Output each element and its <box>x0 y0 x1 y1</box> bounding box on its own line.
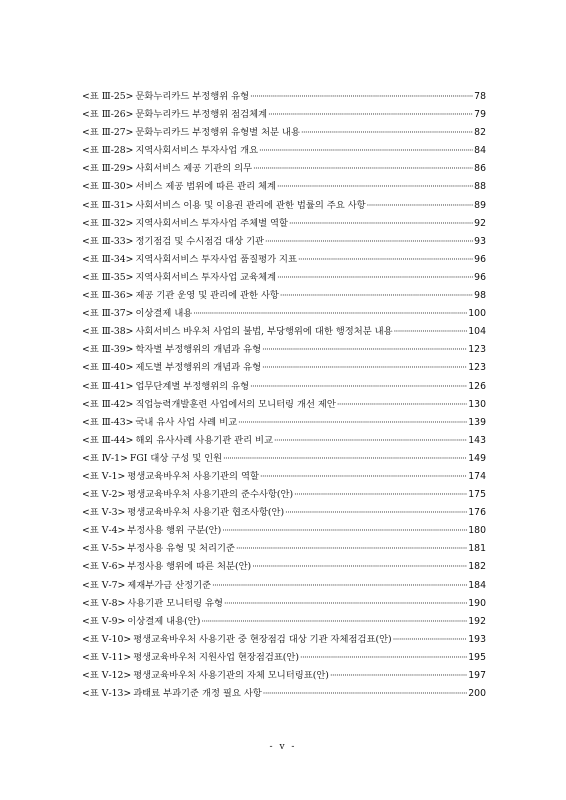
toc-entry-label: <표 Ⅲ-42> <box>82 398 134 410</box>
toc-entry-page: 93 <box>474 235 486 247</box>
toc-entry-page: 123 <box>468 362 486 374</box>
toc-entry-page: 126 <box>468 380 486 392</box>
toc-entry[interactable] <box>82 432 486 450</box>
toc-entry-label: <표 Ⅲ-31> <box>82 199 134 211</box>
toc-entry-title: 평생교육바우처 사용기관의 역할 <box>127 470 259 482</box>
toc-leader-dots <box>289 215 473 233</box>
toc-entry-label: <표 Ⅴ-11> <box>82 651 132 663</box>
toc-entry[interactable] <box>82 197 486 215</box>
toc-entry-title: 제도별 부정행위의 개념과 유형 <box>135 362 262 374</box>
toc-entry[interactable] <box>82 504 486 522</box>
toc-entry-label: <표 Ⅳ-1> <box>82 452 128 464</box>
toc-leader-dots <box>212 577 467 595</box>
toc-entry-label: <표 Ⅴ-9> <box>82 615 126 627</box>
toc-entry[interactable] <box>82 486 486 504</box>
toc-entry-label: <표 Ⅴ-2> <box>82 489 126 501</box>
toc-entry-label: <표 Ⅲ-36> <box>82 290 134 302</box>
toc-entry-page: 175 <box>468 489 486 501</box>
toc-entry-label: <표 Ⅲ-44> <box>82 434 134 446</box>
toc-leader-dots <box>201 613 467 631</box>
toc-entry-label: <표 Ⅲ-28> <box>82 145 134 157</box>
toc-entry-label: <표 Ⅲ-27> <box>82 127 134 139</box>
toc-entry-page: 88 <box>474 181 486 193</box>
toc-entry-page: 180 <box>468 525 486 537</box>
toc-entry-title: 지역사회서비스 투자사업 품질평가 지표 <box>135 253 297 265</box>
toc-entry[interactable] <box>82 631 486 649</box>
toc-leader-dots <box>224 595 467 613</box>
toc-entry-label: <표 Ⅴ-7> <box>82 579 126 591</box>
toc-entry[interactable] <box>82 142 486 160</box>
toc-entry-label: <표 Ⅴ-10> <box>82 633 132 645</box>
toc-entry-title: 사회서비스 바우처 사업의 불법, 부당행위에 대한 행정처분 내용 <box>135 326 393 338</box>
toc-entry-page: 176 <box>468 507 486 519</box>
toc-entry[interactable] <box>82 396 486 414</box>
toc-entry[interactable] <box>82 251 486 269</box>
toc-entry[interactable] <box>82 649 486 667</box>
toc-entry-title: 직업능력개발훈련 사업에서의 모니터링 개선 제안 <box>135 398 336 410</box>
toc-entry-title: 부정사용 행위에 따른 처분(안) <box>127 561 252 573</box>
toc-entry-page: 184 <box>468 579 486 591</box>
toc-entry-page: 79 <box>474 109 486 121</box>
toc-entry[interactable] <box>82 522 486 540</box>
toc-entry-page: 149 <box>468 452 486 464</box>
toc-entry[interactable] <box>82 414 486 432</box>
toc-entry-label: <표 Ⅲ-32> <box>82 217 134 229</box>
toc-entry[interactable] <box>82 124 486 142</box>
toc-leader-dots <box>260 468 467 486</box>
toc-entry-page: 98 <box>474 290 486 302</box>
toc-leader-dots <box>298 251 473 269</box>
toc-entry-page: 197 <box>468 670 486 681</box>
toc-entry-label: <표 Ⅲ-38> <box>82 326 134 338</box>
toc-leader-dots <box>253 160 473 178</box>
toc-entry-label: <표 Ⅲ-37> <box>82 308 134 320</box>
toc-entry-title: 지역사회서비스 투자사업 교육체계 <box>135 271 277 283</box>
toc-leader-dots <box>262 359 467 377</box>
toc-entry-title: 사회서비스 이용 및 이용권 관리에 관한 법률의 주요 사항 <box>135 199 366 211</box>
toc-entry-label: <표 Ⅲ-26> <box>82 109 134 121</box>
toc-leader-dots <box>274 432 467 450</box>
toc-entry-title: 과태료 부과기준 개정 필요 사항 <box>133 688 262 700</box>
toc-entry-title: 해외 유사사례 사용기관 관리 비교 <box>135 434 274 446</box>
toc-entry[interactable] <box>82 667 486 685</box>
toc-entry[interactable] <box>82 233 486 251</box>
toc-entry-title: 업무단계별 부정행위의 유형 <box>135 380 250 392</box>
toc-entry-page: 82 <box>474 127 486 139</box>
toc-entry[interactable] <box>82 613 486 631</box>
toc-entry-page: 174 <box>468 470 486 482</box>
toc-entry-page: 96 <box>474 271 486 283</box>
toc-entry-title: 학자별 부정행위의 개념과 유형 <box>135 344 262 356</box>
toc-entry-page: 193 <box>468 633 486 645</box>
toc-entry-label: <표 Ⅴ-12> <box>82 670 132 681</box>
toc-entry-title: 지역사회서비스 투자사업 주체별 역할 <box>135 217 289 229</box>
toc-entry-page: 104 <box>468 326 486 338</box>
toc-entry-title: 지역사회서비스 투자사업 개요 <box>135 145 259 157</box>
toc-leader-dots <box>301 124 473 142</box>
toc-leader-dots <box>263 685 467 703</box>
toc-entry-label: <표 Ⅴ-5> <box>82 543 126 555</box>
toc-entry[interactable] <box>82 558 486 576</box>
toc-entry-title: 문화누리카드 부정행위 유형별 처분 내용 <box>135 127 300 139</box>
toc-leader-dots <box>394 323 468 341</box>
toc-entry-title: 부정사용 유형 및 처리기준 <box>127 543 235 555</box>
toc-leader-dots <box>238 414 467 432</box>
toc-entry-title: 국내 유사 사업 사례 비교 <box>135 416 238 428</box>
toc-entry-page: 96 <box>474 253 486 265</box>
toc-entry[interactable] <box>82 178 486 196</box>
toc-entry-page: 182 <box>468 561 486 573</box>
toc-entry[interactable] <box>82 106 486 124</box>
toc-entry[interactable] <box>82 450 486 468</box>
toc-entry[interactable] <box>82 269 486 287</box>
toc-leader-dots <box>250 88 473 106</box>
toc-entry-title: 평생교육바우처 사용기관의 자체 모니터링표(안) <box>133 670 329 681</box>
toc-entry-page: 192 <box>468 615 486 627</box>
toc-entry-label: <표 Ⅲ-39> <box>82 344 134 356</box>
toc-entry-label: <표 Ⅲ-25> <box>82 91 134 102</box>
toc-leader-dots <box>265 233 473 251</box>
toc-entry-label: <표 Ⅲ-35> <box>82 271 134 283</box>
toc-entry-title: 제재부가금 산정기준 <box>127 579 212 591</box>
toc-entry-title: 평생교육바우처 사용기관 중 현장점검 대상 기관 자체점검표(안) <box>133 633 392 645</box>
toc-leader-dots <box>337 396 467 414</box>
toc-entry[interactable] <box>82 88 486 106</box>
toc-leader-dots <box>268 106 473 124</box>
toc-leader-dots <box>236 540 467 558</box>
toc-entry-page: 89 <box>474 199 486 211</box>
toc-entry-label: <표 Ⅲ-34> <box>82 253 134 265</box>
toc-entry[interactable] <box>82 305 486 323</box>
toc-leader-dots <box>259 142 473 160</box>
toc-entry[interactable] <box>82 378 486 396</box>
toc-entry[interactable] <box>82 215 486 233</box>
toc-entry[interactable] <box>82 323 486 341</box>
toc-entry-title: 부정사용 행위 구분(안) <box>127 525 222 537</box>
toc-entry-label: <표 Ⅲ-33> <box>82 235 134 247</box>
toc-entry-title: 사용기관 모니터링 유형 <box>127 597 224 609</box>
toc-entry-page: 195 <box>468 651 486 663</box>
toc-entry[interactable] <box>82 359 486 377</box>
toc-entry-page: 84 <box>474 145 486 157</box>
toc-leader-dots <box>262 341 467 359</box>
toc-entry-title: 정기점검 및 수시점검 대상 기관 <box>135 235 265 247</box>
toc-entry-label: <표 Ⅲ-40> <box>82 362 134 374</box>
toc-leader-dots <box>294 486 467 504</box>
toc-entry-title: 문화누리카드 부정행위 유형 <box>135 91 250 102</box>
toc-entry-title: 이상결제 내용 <box>135 308 193 320</box>
toc-entry-title: 제공 기관 운영 및 관리에 관한 사항 <box>135 290 279 302</box>
toc-entry-label: <표 Ⅴ-4> <box>82 525 126 537</box>
toc-entry-page: 78 <box>474 91 486 102</box>
toc-entry-title: 문화누리카드 부정행위 점검체계 <box>135 109 268 121</box>
toc-entry-title: FGI 대상 구성 및 인원 <box>129 452 223 464</box>
toc-entry[interactable] <box>82 540 486 558</box>
toc-entry-label: <표 Ⅴ-6> <box>82 561 126 573</box>
toc-leader-dots <box>280 287 473 305</box>
toc-leader-dots <box>193 305 467 323</box>
toc-entry-page: 200 <box>468 688 486 700</box>
toc-entry-label: <표 Ⅲ-43> <box>82 416 134 428</box>
toc-entry[interactable] <box>82 287 486 305</box>
toc-entry-label: <표 Ⅲ-30> <box>82 181 134 193</box>
toc-entry-title: 평생교육바우처 지원사업 현장점검표(안) <box>133 651 300 663</box>
toc-entry[interactable] <box>82 341 486 359</box>
toc-entry-label: <표 Ⅴ-3> <box>82 507 126 519</box>
toc-entry-page: 123 <box>468 344 486 356</box>
toc-leader-dots <box>277 269 473 287</box>
toc-entry-page: 86 <box>474 163 486 175</box>
toc-entry-page: 92 <box>474 217 486 229</box>
toc-leader-dots <box>252 558 467 576</box>
toc-leader-dots <box>300 649 467 667</box>
toc-entry-label: <표 Ⅲ-29> <box>82 163 134 175</box>
toc-entry[interactable] <box>82 468 486 486</box>
toc-entry-label: <표 Ⅴ-1> <box>82 470 126 482</box>
toc-leader-dots <box>222 522 467 540</box>
toc-entry-title: 서비스 제공 범위에 따른 관리 체계 <box>135 181 276 193</box>
toc-entry[interactable] <box>82 685 486 703</box>
toc-entry-page: 143 <box>468 434 486 446</box>
toc-entry-page: 130 <box>468 398 486 410</box>
toc-entry-label: <표 Ⅴ-8> <box>82 597 126 609</box>
toc-entry-page: 100 <box>468 308 486 320</box>
toc-entry-label: <표 Ⅲ-41> <box>82 380 134 392</box>
toc-entry[interactable] <box>82 595 486 613</box>
toc-entry[interactable] <box>82 577 486 595</box>
toc-entry-page: 190 <box>468 597 486 609</box>
toc-entry-page: 181 <box>468 543 486 555</box>
toc-leader-dots <box>393 631 468 649</box>
toc-leader-dots <box>250 378 467 396</box>
toc-leader-dots <box>367 197 474 215</box>
toc-entry-title: 평생교육바우처 사용기관 협조사항(안) <box>127 507 285 519</box>
toc-leader-dots <box>285 504 467 522</box>
table-of-contents <box>82 88 486 703</box>
toc-entry-title: 이상결제 내용(안) <box>127 615 201 627</box>
toc-entry-label: <표 Ⅴ-13> <box>82 688 132 700</box>
toc-entry-title: 사회서비스 제공 기관의 의무 <box>135 163 253 175</box>
toc-leader-dots <box>277 178 473 196</box>
toc-entry-page: 139 <box>468 416 486 428</box>
page-number: - v - <box>269 742 297 752</box>
toc-leader-dots <box>223 450 467 468</box>
toc-entry-title: 평생교육바우처 사용기관의 준수사항(안) <box>127 489 294 501</box>
toc-leader-dots <box>330 667 467 685</box>
toc-entry[interactable] <box>82 160 486 178</box>
